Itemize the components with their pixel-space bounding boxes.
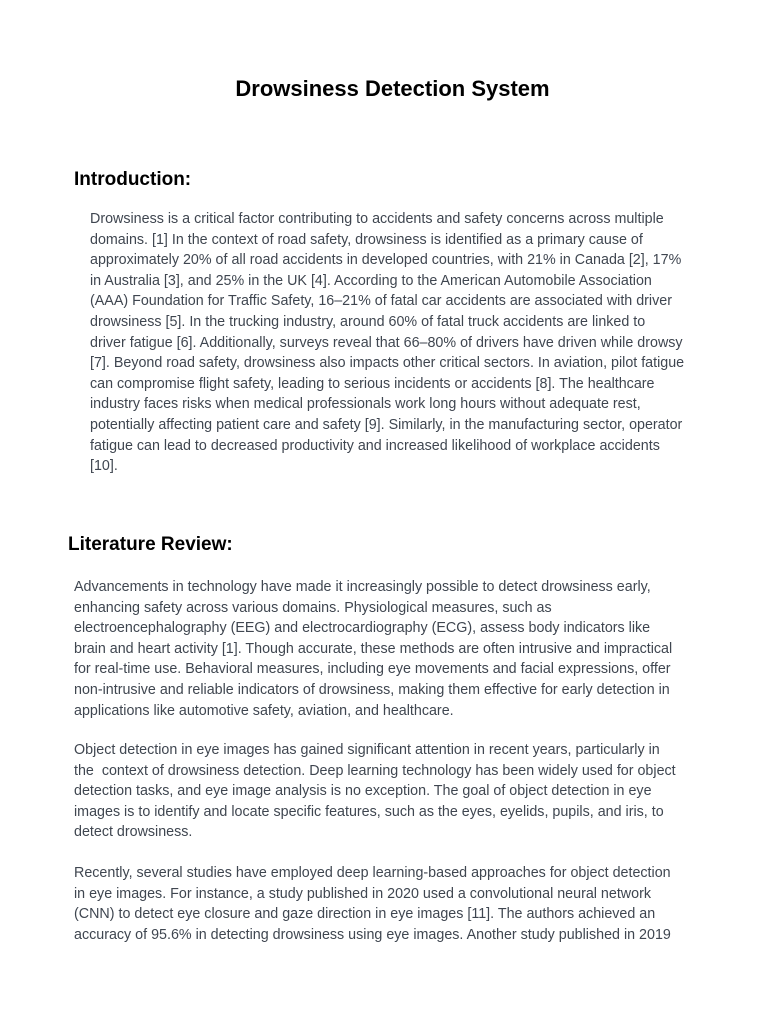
text-line: potentially affecting patient care and safety [9]. Similarly, in the manufacturing sector, operator — [90, 416, 683, 433]
text-line: Advancements in technology have made it increasingly possible to detect drowsiness early, — [74, 579, 651, 595]
text-line: drowsiness [5]. In the trucking industry, around 60% of fatal truck accidents are linked to — [90, 313, 646, 330]
text-line: can compromise flight safety, leading to serious incidents or accidents [8]. The healthcare — [90, 375, 655, 392]
text-line: non-intrusive and reliable indicators of drowsiness, making them effective for early detection in — [74, 681, 670, 698]
text-line: [7]. Beyond road safety, drowsiness also impacts other critical sectors. In aviation, pilot fatigue — [90, 355, 685, 372]
text-line: approximately 20% of all road accidents in developed countries, with 21% in Canada [2], 17% — [90, 252, 682, 269]
text-line: enhancing safety across various domains. Physiological measures, such as — [74, 599, 552, 616]
text-line: Drowsiness is a critical factor contributing to accidents and safety concerns across multiple — [90, 211, 664, 227]
document-title: Drowsiness Detection System — [235, 76, 550, 101]
literature-paragraph-2 — [74, 740, 724, 843]
text-line: (CNN) to detect eye closure and gaze direction in eye images [11]. The authors achieved an — [74, 906, 656, 923]
text-line: for real-time use. Behavioral measures, including eye movements and facial expressions, offer — [74, 661, 671, 678]
text-line: fatigue can lead to decreased productivity and increased likelihood of workplace accidents — [90, 437, 660, 454]
text-line: applications like automotive safety, aviation, and healthcare. — [74, 702, 454, 719]
text-line: domains. [1] In the context of road safety, drowsiness is identified as a primary cause of — [90, 231, 643, 248]
text-line: the context of drowsiness detection. Deep learning technology has been widely used for object — [74, 762, 676, 779]
text-line: Object detection in eye images has gained significant attention in recent years, particularly in — [74, 742, 660, 758]
text-line: in Australia [3], and 25% in the UK [4]. According to the American Automobile Association — [90, 272, 652, 289]
literature-review-heading: Literature Review: — [68, 534, 233, 555]
text-line: [10]. — [90, 458, 118, 475]
text-line: detection tasks, and eye image analysis is no exception. The goal of object detection in eye — [74, 783, 652, 800]
literature-paragraph-3 — [74, 863, 724, 945]
literature-paragraph-1 — [74, 577, 724, 721]
text-line: detect drowsiness. — [74, 824, 193, 841]
text-line: industry faces risks when medical professionals work long hours without adequate rest, — [90, 396, 641, 413]
text-line: brain and heart activity [1]. Though accurate, these methods are often intrusive and impractical — [74, 640, 673, 657]
text-line: images is to identify and locate specific features, such as the eyes, eyelids, pupils, and iris, to — [74, 803, 664, 820]
text-line: in eye images. For instance, a study published in 2020 used a convolutional neural network — [74, 885, 651, 902]
text-line: (AAA) Foundation for Traffic Safety, 16–21% of fatal car accidents are associated with driver — [90, 293, 672, 310]
text-line: accuracy of 95.6% in detecting drowsiness using eye images. Another study published in 2019 — [74, 926, 671, 943]
introduction-heading: Introduction: — [74, 169, 192, 190]
introduction-paragraph — [90, 209, 730, 477]
text-line: driver fatigue [6]. Additionally, surveys reveal that 66–80% of drivers have driven while drowsy — [90, 334, 683, 351]
text-line: electroencephalography (EEG) and electrocardiography (ECG), assess body indicators like — [74, 620, 651, 637]
text-line: Recently, several studies have employed deep learning-based approaches for object detection — [74, 865, 671, 881]
